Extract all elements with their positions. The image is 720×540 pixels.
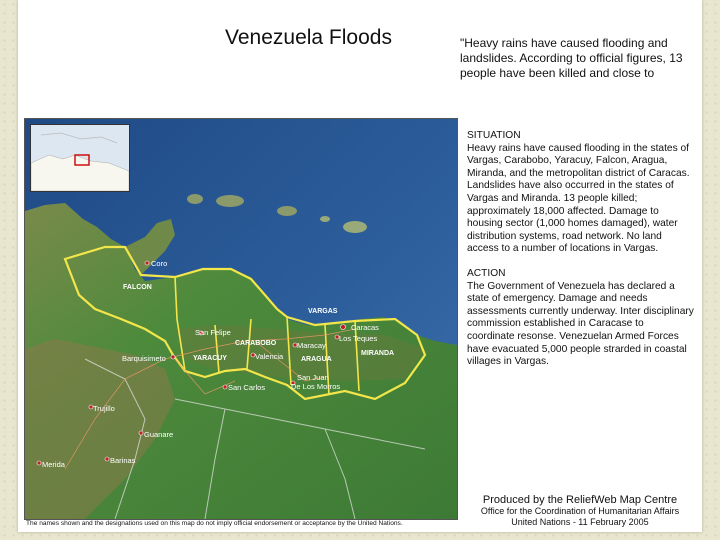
label-state-vargas: VARGAS [308, 308, 338, 315]
marker-barquisimeto [171, 355, 175, 359]
island-curacao [216, 195, 244, 207]
quote-text: "Heavy rains have caused flooding and landslides. According to official figures, 13 people have been killed and close to [460, 36, 683, 80]
label-city-maracay: Maracay [297, 341, 326, 350]
action-heading: ACTION [467, 267, 506, 279]
island-small [320, 216, 330, 222]
label-city-caracas: Caracas [351, 323, 379, 332]
label-city-san-carlos: San Carlos [228, 383, 266, 392]
island-bonaire [277, 206, 297, 216]
situation-body: Heavy rains have caused flooding in the states of Vargas, Carabobo, Yaracuy, Falcon, Aragua, Miranda, and the metropolitan district of Caracas. Landslides have also occurred in the states of Vargas and Miranda. 13 people killed; approximately 18,000 affected. Damage to housing sector (1,000 homes damaged), water distribution systems, road network. No land access to a number of locations in Vargas. [467, 142, 690, 255]
label-city-barinas: Barinas [110, 456, 136, 465]
label-state-yaracuy: YARACUY [193, 355, 227, 362]
inset-canvas [31, 125, 129, 191]
locator-inset-map [30, 124, 130, 192]
credits-office: Office for the Coordination of Humanitarian Affairs [480, 506, 680, 516]
info-panel [462, 117, 694, 401]
label-state-carabobo: CARABOBO [235, 340, 277, 347]
marker-barinas [105, 457, 109, 461]
label-state-miranda: MIRANDA [361, 350, 395, 357]
credits [460, 494, 700, 528]
island-aruba [187, 194, 203, 204]
situation-heading: SITUATION [467, 130, 521, 141]
marker-coro [145, 261, 149, 265]
label-city-san-juan: San Juan [297, 373, 329, 382]
marker-guanare [139, 431, 143, 435]
label-city-san-juan-2: De Los Morros [291, 382, 341, 391]
marker-caracas [341, 325, 346, 330]
label-city-merida: Merida [42, 460, 65, 469]
label-city-valencia: Valencia [255, 352, 284, 361]
island-los-roques [343, 221, 367, 233]
label-state-aragua: ARAGUA [301, 356, 332, 363]
action-body: The Government of Venezuela has declared a state of emergency. Damage and needs assessments currently underway. Inter disciplinary commission established in Caracase to coordinate resonse. Venezuelan Armed Forces have evacuated 5,000 people strarded in coastal villages in Vargas. [467, 280, 694, 368]
label-city-coro: Coro [151, 259, 168, 268]
label-city-barquisimeto: Barquisimeto [122, 354, 166, 363]
label-state-falcon: FALCON [123, 284, 152, 291]
label-city-guanare: Guanare [144, 430, 174, 439]
label-city-trujillo: Trujillo [93, 404, 115, 413]
map-title: Venezuela Floods [225, 26, 392, 49]
marker-merida [37, 461, 41, 465]
disclaimer: The names shown and the designations used on this map do not imply official endorsement or acceptance by the United Nations. [26, 520, 403, 527]
marker-san-carlos [223, 385, 227, 389]
credits-date: United Nations - 11 February 2005 [511, 517, 649, 527]
label-city-san-felipe: San Felipe [195, 328, 231, 337]
credits-producer: Produced by the ReliefWeb Map Centre [482, 494, 678, 506]
label-city-los-teques: Los Teques [339, 334, 378, 343]
